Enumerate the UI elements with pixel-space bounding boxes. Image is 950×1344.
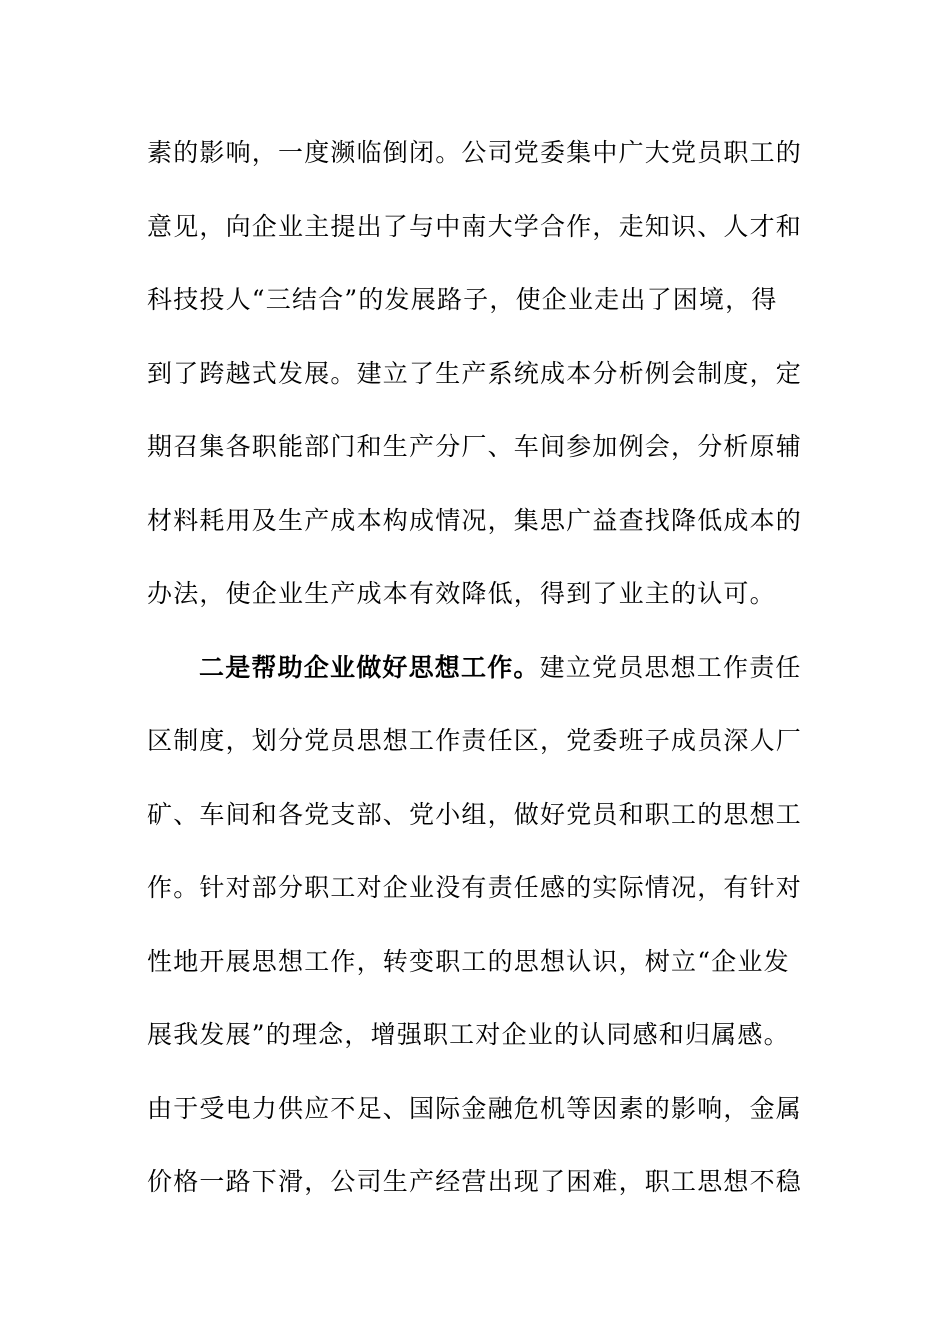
text-line: 区制度，划分党员思想工作责任区，党委班子成员深人厂 <box>147 726 803 755</box>
text-line: 到了跨越式发展。建立了生产系统成本分析例会制度，定 <box>147 358 803 388</box>
text-line: 价格一路下滑，公司生产经营出现了困难，职工思想不稳 <box>147 1167 803 1196</box>
body-text <box>147 124 803 1227</box>
text-line: 由于受电力供应不足、国际金融危机等因素的影响，金属 <box>147 1093 803 1123</box>
text-line: 办法，使企业生产成本有效降低，得到了业主的认可。 <box>147 579 776 608</box>
text-line: 性地开展思想工作，转变职工的思想认识，树立“企业发 <box>147 946 790 976</box>
text-line: 展我发展”的理念，增强职工对企业的认同感和归属感。 <box>147 1020 790 1049</box>
text-line: 作。针对部分职工对企业没有责任感的实际情况，有针对 <box>147 873 803 902</box>
text-line: 素的影响，一度濒临倒闭。公司党委集中广大党员职工的 <box>147 138 803 167</box>
text-line: 科技投人“三结合”的发展路子，使企业走出了困境，得 <box>147 285 778 314</box>
paragraph-text: 建立党员思想工作责任 <box>539 652 802 682</box>
paragraph-heading: 二是帮助企业做好思想工作。 <box>199 652 540 682</box>
text-line: 材料耗用及生产成本构成情况，集思广益查找降低成本的 <box>147 505 803 535</box>
text-line: 期召集各职能部门和生产分厂、车间参加例会，分析原辅 <box>147 432 803 461</box>
text-line: 矿、车间和各党支部、党小组，做好党员和职工的思想工 <box>147 799 803 829</box>
paragraph-two-first-line <box>147 639 802 713</box>
text-line: 意见，向企业主提出了与中南大学合作，走知识、人才和 <box>147 211 803 241</box>
